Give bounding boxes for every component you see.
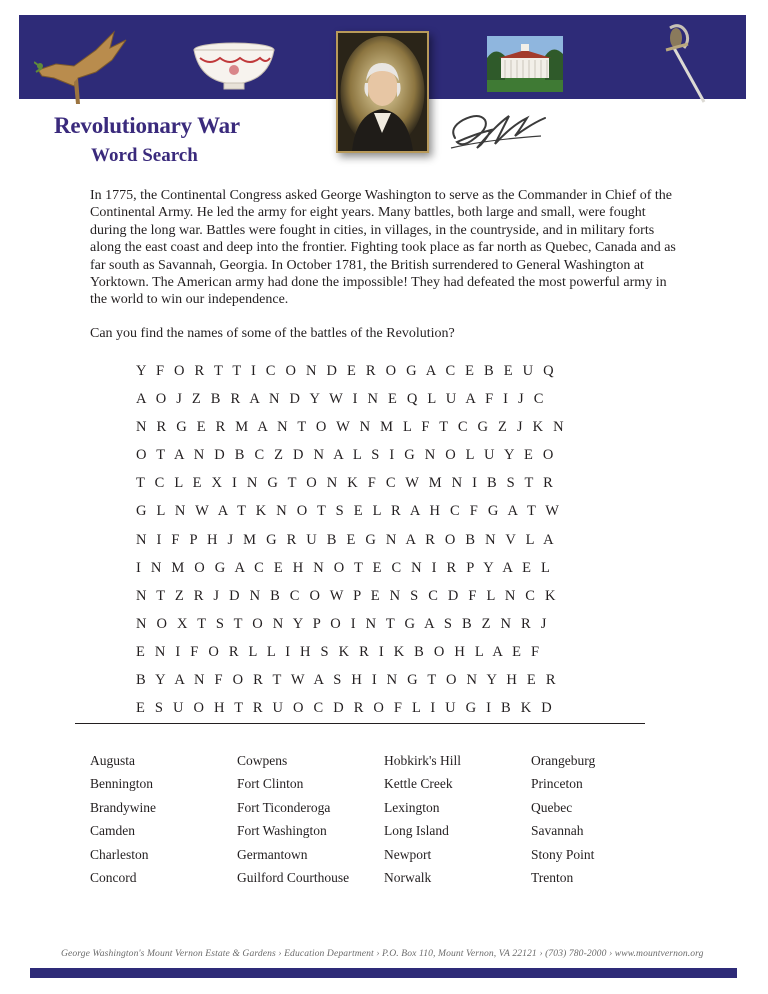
word-list-item: Augusta [90, 753, 135, 768]
word-list-item: Lexington [384, 799, 440, 815]
sword-image [656, 24, 706, 104]
grid-row: B Y A N F O R T W A S H I N G T O N Y H E R [136, 672, 559, 689]
word-list-item: Charleston [90, 846, 149, 862]
word-column [90, 752, 156, 892]
grid-row: E S U O H T R U O C D R O F L I U G I B K D [136, 700, 555, 717]
grid-row: Y F O R T T I C O N D E R O G A C E B E U Q [136, 363, 557, 379]
word-list-item: Camden [90, 823, 135, 839]
grid-row: N I F P H J M G R U B E G N A R O B N V L A [136, 531, 557, 548]
word-list-item: Trenton [531, 869, 574, 885]
grid-row: I N M O G A C E H N O T E C N I R P Y A E L [136, 559, 554, 576]
word-list-item: Germantown [237, 846, 308, 862]
divider-line [75, 723, 645, 724]
dove-weathervane-image [34, 26, 134, 106]
page-title-line2: Word Search [91, 145, 198, 166]
grid-row: E N I F O R L L I H S K R I K B O H L A E F [136, 643, 543, 660]
word-list-item: Concord [90, 869, 137, 885]
word-column [384, 752, 461, 892]
grid-row: N T Z R J D N B C O W P E N S C D F L N C K [136, 587, 559, 604]
grid-row: O T A N D B C Z D N A L S I G N O L U Y E O [136, 447, 557, 464]
word-list-item: Brandywine [90, 799, 156, 815]
word-column [531, 752, 595, 892]
word-list-item: Savannah [531, 823, 584, 839]
word-list-item: Hobkirk's Hill [384, 753, 462, 768]
page-title-line1: Revolutionary War [54, 113, 240, 138]
word-list-item: Norwalk [384, 869, 432, 885]
grid-row: T C L E X I N G T O N K F C W M N I B S T R [136, 475, 556, 492]
footer-address: George Washington's Mount Vernon Estate & Gardens › Education Department › P.O. Box 110, Mount Vernon, VA 22121 › (703) 780-2000 › www.mountvernon.org [61, 948, 704, 959]
grid-row: N O X T S T O N Y P O I N T G A S B Z N R J [136, 615, 550, 632]
intro-paragraph: In 1775, the Continental Congress asked George Washington to serve as the Commander in Chief of the Continental Army. He led the army for eight years. Many battles, both large and small, were fought during the long war. Battles were fought in cities, in villages, in the countryside, and in military forts along the east coast and deep into the frontier. Fighting took place as far north as Quebec, Canada and as far south as Savannah, Georgia. In October 1781, the British surrendered to General Washington at Yorktown. The American army had done the impossible! They had defeated the most powerful army in the world to win our independence. [90, 188, 676, 308]
word-column [237, 752, 349, 892]
porcelain-bowl-image [190, 42, 278, 92]
word-list-item: Fort Washington [237, 823, 327, 839]
george-washington-portrait [336, 31, 429, 153]
word-list-item: Fort Clinton [237, 776, 304, 792]
word-list-item: Stony Point [531, 846, 595, 862]
grid-row: G L N W A T K N O T S E L R A H C F G A T W [136, 503, 563, 520]
word-search-grid [136, 360, 567, 725]
mount-vernon-mansion-image [487, 36, 563, 92]
word-list-item: Orangeburg [531, 753, 596, 768]
footer-bar [30, 968, 737, 978]
word-list-item: Fort Ticonderoga [237, 799, 331, 815]
word-list-item: Quebec [531, 799, 573, 815]
grid-row: N R G E R M A N T O W N M L F T C G Z J K N [136, 419, 567, 436]
word-list-item: Princeton [531, 776, 583, 792]
word-list-item: Kettle Creek [384, 776, 453, 792]
word-list-item: Guilford Courthouse [237, 869, 350, 885]
word-list-item: Cowpens [237, 753, 288, 768]
word-list-item: Newport [384, 846, 432, 862]
word-list-item: Bennington [90, 776, 153, 792]
question-text: Can you find the names of some of the battles of the Revolution? [90, 326, 455, 341]
grid-row: A O J Z B R A N D Y W I N E Q L U A F I J C [136, 391, 547, 408]
washington-signature-image [445, 108, 549, 154]
word-list-item: Long Island [384, 823, 449, 839]
